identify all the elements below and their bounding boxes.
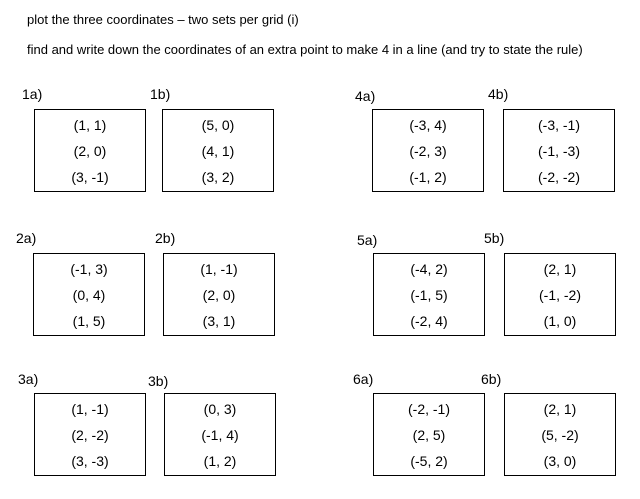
coordinate: (1, 0) xyxy=(543,313,577,329)
coordinate: (-1, -2) xyxy=(539,287,581,303)
coordinate-box-6a xyxy=(373,393,485,476)
coordinate: (4, 1) xyxy=(201,143,235,159)
coordinate: (0, 3) xyxy=(203,401,237,417)
coordinate: (1, 5) xyxy=(72,313,106,329)
coordinate: (5, 0) xyxy=(201,117,235,133)
question-label-5a: 5a) xyxy=(357,232,378,248)
question-label-1b: 1b) xyxy=(150,86,171,102)
coordinate: (-2, 3) xyxy=(409,143,447,159)
question-label-6b: 6b) xyxy=(481,371,502,387)
coordinate: (2, 1) xyxy=(543,261,577,277)
coordinate: (-4, 2) xyxy=(410,261,448,277)
coordinate: (1, 2) xyxy=(203,453,237,469)
coordinate-box-1b xyxy=(162,109,274,192)
coordinate: (1, -1) xyxy=(200,261,238,277)
coordinate-box-6b xyxy=(504,393,616,476)
coordinate: (3, -3) xyxy=(71,453,109,469)
coordinate: (3, -1) xyxy=(71,169,109,185)
coordinate: (2, 0) xyxy=(73,143,107,159)
coordinate-box-2b xyxy=(163,253,275,336)
question-label-6a: 6a) xyxy=(353,371,374,387)
coordinate: (-3, 4) xyxy=(409,117,447,133)
coordinate: (-1, 4) xyxy=(201,427,239,443)
coordinate: (2, -2) xyxy=(71,427,109,443)
coordinate-box-5a xyxy=(373,253,485,336)
coordinate: (-2, -1) xyxy=(408,401,450,417)
question-label-3b: 3b) xyxy=(148,373,169,389)
coordinate: (2, 1) xyxy=(543,401,577,417)
coordinate-box-1a xyxy=(34,109,146,192)
coordinate: (-1, 3) xyxy=(70,261,108,277)
coordinate: (2, 5) xyxy=(412,427,446,443)
coordinate: (-3, -1) xyxy=(538,117,580,133)
coordinate: (-2, -2) xyxy=(538,169,580,185)
question-label-4a: 4a) xyxy=(355,88,376,104)
coordinate: (3, 1) xyxy=(202,313,236,329)
coordinate: (2, 0) xyxy=(202,287,236,303)
question-label-3a: 3a) xyxy=(18,371,39,387)
coordinate-box-5b xyxy=(504,253,616,336)
question-label-1a: 1a) xyxy=(22,86,43,102)
question-label-5b: 5b) xyxy=(484,230,505,246)
coordinate: (5, -2) xyxy=(541,427,579,443)
coordinate: (3, 0) xyxy=(543,453,577,469)
question-label-2b: 2b) xyxy=(155,230,176,246)
coordinate: (-1, 5) xyxy=(410,287,448,303)
coordinate: (-5, 2) xyxy=(410,453,448,469)
coordinate-box-3a xyxy=(34,393,146,476)
coordinate-box-4b xyxy=(503,109,615,192)
instruction-line-2: find and write down the coordinates of an extra point to make 4 in a line (and try to state the rule) xyxy=(27,42,583,57)
question-label-4b: 4b) xyxy=(488,86,509,102)
coordinate-box-4a xyxy=(372,109,484,192)
coordinate: (1, -1) xyxy=(71,401,109,417)
coordinate: (-1, 2) xyxy=(409,169,447,185)
instruction-line-1: plot the three coordinates – two sets per grid (i) xyxy=(27,12,299,27)
coordinate-box-2a xyxy=(33,253,145,336)
coordinate: (3, 2) xyxy=(201,169,235,185)
coordinate: (-2, 4) xyxy=(410,313,448,329)
coordinate: (-1, -3) xyxy=(538,143,580,159)
question-label-2a: 2a) xyxy=(16,230,37,246)
coordinate: (1, 1) xyxy=(73,117,107,133)
coordinate-box-3b xyxy=(164,393,276,476)
coordinate: (0, 4) xyxy=(72,287,106,303)
